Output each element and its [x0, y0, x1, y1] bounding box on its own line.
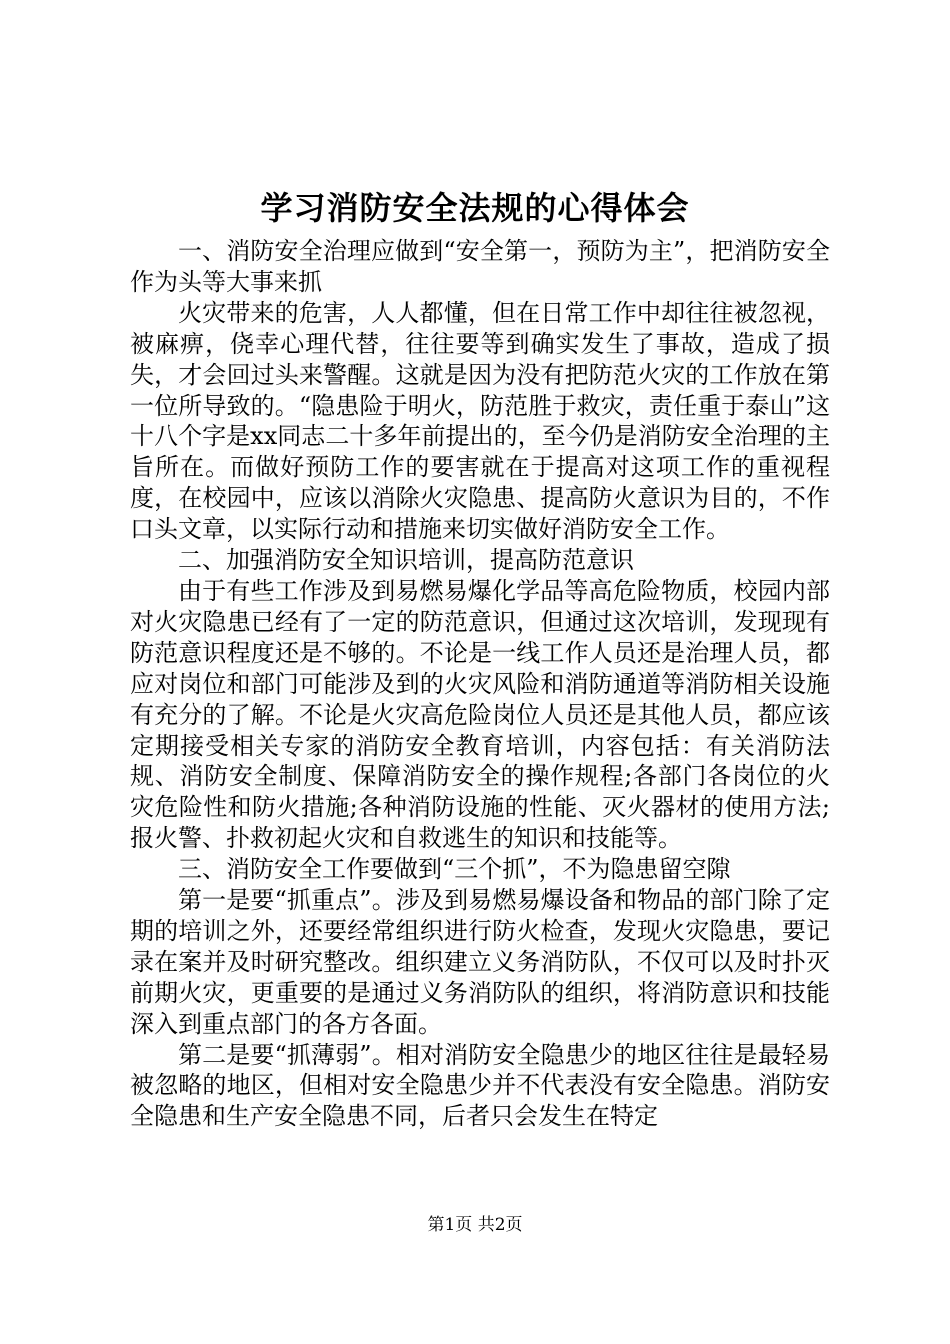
paragraph: 火灾带来的危害，人人都懂，但在日常工作中却往往被忽视，被麻痹，侥幸心理代替，往往要等到确实发生了事故，造成了损失，才会回过头来警醒。这就是因为没有把防范火灾的工作放在第一位所导致的。“隐患险于明火，防范胜于救灾，责任重于泰山”这十八个字是xx同志二十多年前提出的，至今仍是消防安全治理的主旨所在。而做好预防工作的要害就在于提高对这项工作的重视程度，在校园中，应该以消除火灾隐患、提高防火意识为目的，不作口头文章，以实际行动和措施来切实做好消防安全工作。 [130, 298, 830, 544]
document-body [130, 236, 830, 1132]
section-heading-2: 二、加强消防安全知识培训，提高防范意识 [178, 546, 634, 575]
section-heading-3: 三、消防安全工作要做到“三个抓”，不为隐患留空隙 [178, 855, 731, 884]
section-heading-1: 一、消防安全治理应做到“安全第一，预防为主”，把消防安全作为头等大事来抓 [130, 237, 830, 296]
page-footer: 第1页 共2页 [427, 1215, 523, 1235]
paragraph: 第一是要“抓重点”。涉及到易燃易爆设备和物品的部门除了定期的培训之外，还要经常组织进行防火检查，发现火灾隐患，要记录在案并及时研究整改。组织建立义务消防队，不仅可以及时扑灭前期火灾，更重要的是通过义务消防队的组织，将消防意识和技能深入到重点部门的各方各面。 [130, 886, 830, 1038]
document-title: 学习消防安全法规的心得体会 [260, 189, 690, 227]
paragraph: 第二是要“抓薄弱”。相对消防安全隐患少的地区往往是最轻易被忽略的地区，但相对安全隐患少并不代表没有安全隐患。消防安全隐患和生产安全隐患不同，后者只会发生在特定 [130, 1040, 830, 1131]
paragraph: 由于有些工作涉及到易燃易爆化学品等高危险物质，校园内部对火灾隐患已经有了一定的防范意识，但通过这次培训，发现现有防范意识程度还是不够的。不论是一线工作人员还是治理人员，都应对岗位和部门可能涉及到的火灾风险和消防通道等消防相关设施有充分的了解。不论是火灾高危险岗位人员还是其他人员，都应该定期接受相关专家的消防安全教育培训，内容包括：有关消防法规、消防安全制度、保障消防安全的操作规程;各部门各岗位的火灾危险性和防火措施;各种消防设施的性能、灭火器材的使用方法;报火警、扑救初起火灾和自救逃生的知识和技能等。 [130, 576, 830, 853]
